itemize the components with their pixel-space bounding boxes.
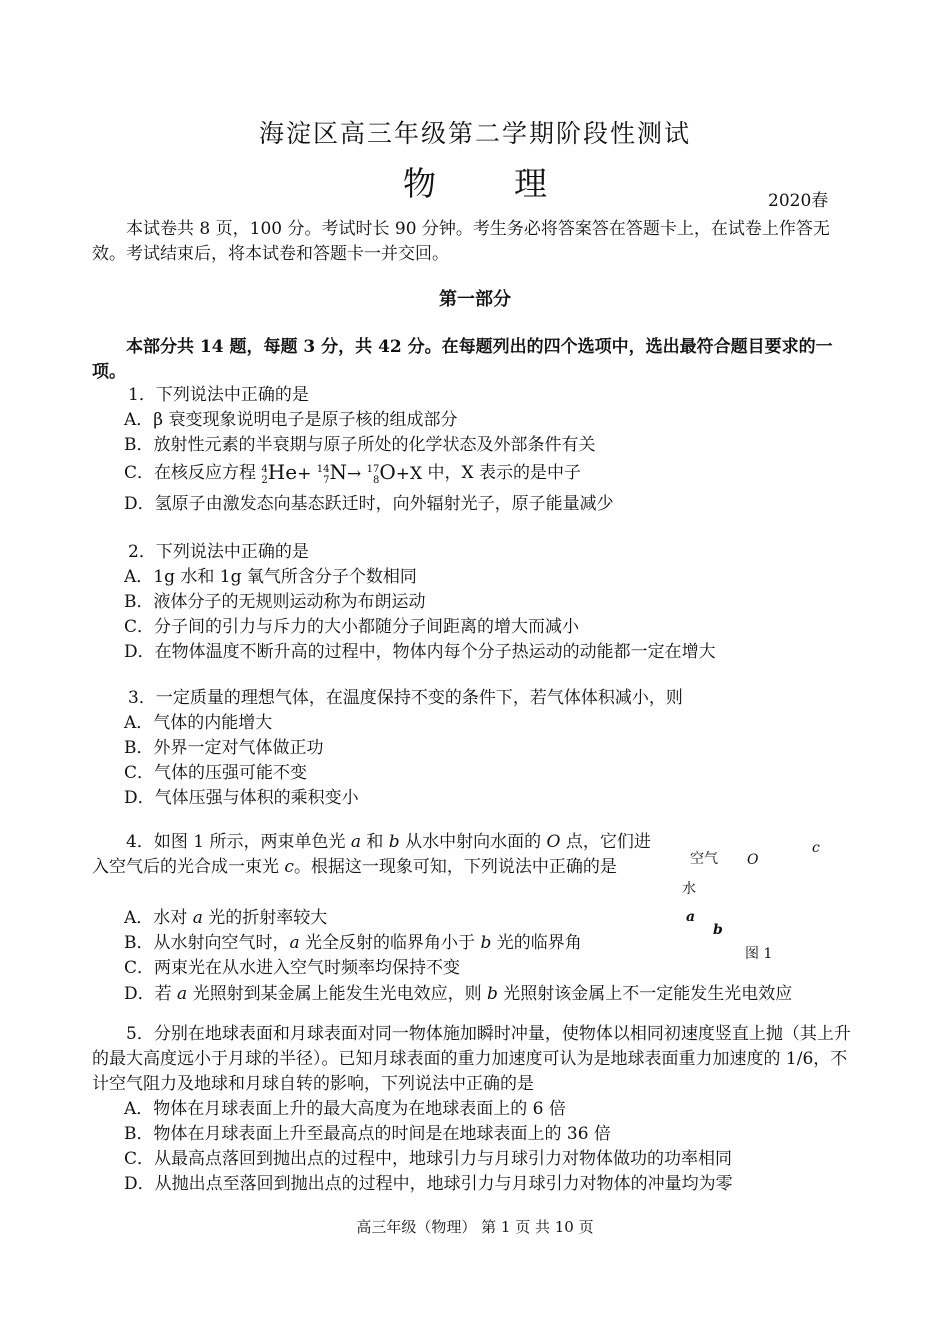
q5-option-c: C．从最高点落回到抛出点的过程中，地球引力与月球引力对物体做功的功率相同: [124, 1149, 733, 1169]
o-symbol: O: [379, 460, 396, 484]
q3-stem: 3．一定质量的理想气体，在温度保持不变的条件下，若气体体积减小，则: [128, 688, 683, 708]
q5-option-a: A．物体在月球表面上升的最大高度为在地球表面上的 6 倍: [124, 1099, 566, 1119]
var-a: a: [350, 832, 361, 852]
he-charge-number: 2: [261, 474, 268, 486]
eq-plus: +: [297, 464, 312, 484]
n-mass-number: 14: [316, 463, 330, 475]
q5-option-b: B．物体在月球表面上升至最高点的时间是在地球表面上的 36 倍: [124, 1124, 611, 1144]
q4-stem: 4．如图 1 所示，两束单色光 a 和 b 从水中射向水面的 O 点，它们进入空气后的光合成一束光 c。根据这一现象可知，下列说法中正确的是: [92, 832, 651, 877]
o-mass-number: 17: [366, 463, 380, 475]
q3-option-b: B．外界一定对气体做正功: [124, 738, 324, 758]
he-mass-number: 4: [261, 463, 268, 475]
subject-title: 物理: [403, 164, 625, 203]
q1-stem: 1．下列说法中正确的是: [128, 385, 309, 405]
q1-option-c: [124, 460, 581, 487]
figure-label-air: 空气: [690, 851, 718, 867]
o-charge-number: 8: [372, 474, 380, 486]
var-o: O: [546, 832, 561, 852]
q5-option-d: D．从抛出点至落回到抛出点的过程中，地球引力与月球引力对物体的冲量均为零: [124, 1174, 733, 1194]
figure-label-a: a: [686, 909, 696, 925]
figure-label-water: 水: [682, 881, 696, 897]
q4-option-a: A．水对 a 光的折射率较大: [124, 908, 328, 928]
q1-option-c-suffix: 中，X 表示的是中子: [427, 463, 582, 483]
n-charge-number: 7: [323, 474, 330, 486]
q1-option-c-prefix: C．在核反应方程: [124, 463, 257, 483]
exam-intro: 本试卷共 8 页，100 分。考试时长 90 分钟。考生务必将答案答在答题卡上，在试卷上作答无效。考试结束后，将本试卷和答题卡一并交回。: [92, 219, 830, 264]
n-symbol: N: [329, 460, 347, 484]
var-b: b: [388, 832, 400, 852]
figure-label-o: O: [747, 852, 759, 868]
q2-option-d: D．在物体温度不断升高的过程中，物体内每个分子热运动的动能都一定在增大: [124, 642, 716, 662]
q2-stem: 2．下列说法中正确的是: [128, 542, 309, 562]
q2-option-a: A．1g 水和 1g 氧气所含分子个数相同: [124, 567, 417, 587]
section-title: 第一部分: [439, 289, 511, 310]
eq-plus-x: +X: [395, 464, 423, 484]
figure-caption: 图 1: [745, 946, 773, 962]
q1-option-a: A．β 衰变现象说明电子是原子核的组成部分: [124, 410, 458, 430]
nuclear-equation: [261, 460, 422, 487]
q1-option-d: D．氢原子由激发态向基态跃迁时，向外辐射光子，原子能量减少: [124, 494, 614, 514]
q4-option-c: C．两束光在从水进入空气时频率均保持不变: [124, 958, 461, 978]
q2-option-b: B．液体分子的无规则运动称为布朗运动: [124, 592, 426, 612]
page-footer: 高三年级（物理） 第 1 页 共 10 页: [356, 1218, 594, 1236]
q5-stem: 5．分别在地球表面和月球表面对同一物体施加瞬时冲量，使物体以相同初速度竖直上抛（其上升的最大高度远小于月球的半径）。已知月球表面的重力加速度可认为是地球表面重力加速度的 1/6，不计空气阻力及地球和月球自转的影响，下列说法中正确的是: [92, 1024, 851, 1094]
eq-arrow: →: [346, 464, 362, 484]
section-instructions: 本部分共 14 题，每题 3 分，共 42 分。在每题列出的四个选项中，选出最符合题目要求的一项。: [92, 337, 833, 382]
var-c: c: [284, 857, 294, 877]
exam-title: 海淀区高三年级第二学期阶段性测试: [258, 119, 691, 148]
figure-1: [670, 832, 850, 967]
he-symbol: He: [267, 460, 298, 484]
q1-option-b: B．放射性元素的半衰期与原子所处的化学状态及外部条件有关: [124, 435, 596, 455]
q3-option-d: D．气体压强与体积的乘积变小: [124, 788, 359, 808]
figure-label-c: c: [812, 840, 820, 856]
q3-option-c: C．气体的压强可能不变: [124, 763, 308, 783]
q2-option-c: C．分子间的引力与斥力的大小都随分子间距离的增大而减小: [124, 617, 580, 637]
q4-option-d: D．若 a 光照射到某金属上能发生光电效应，则 b 光照射该金属上不一定能发生光电效应: [124, 984, 793, 1004]
exam-term: 2020春: [768, 191, 829, 211]
figure-label-b: b: [713, 922, 723, 938]
q3-option-a: A．气体的内能增大: [124, 713, 273, 733]
q4-option-b: B．从水射向空气时，a 光全反射的临界角小于 b 光的临界角: [124, 933, 582, 953]
